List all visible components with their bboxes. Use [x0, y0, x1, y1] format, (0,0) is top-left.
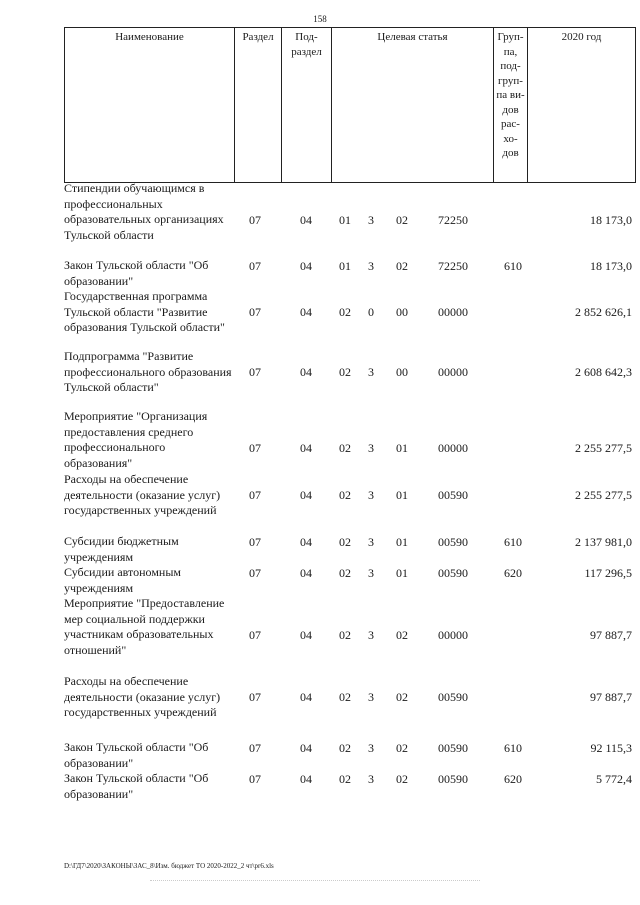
row-event: 02: [396, 212, 408, 227]
row-section: 07: [249, 488, 261, 503]
row-section: 07: [249, 740, 261, 755]
header-subsection: Под- раздел: [282, 28, 332, 183]
row-direction: 00590: [438, 771, 468, 786]
row-program: 02: [339, 488, 351, 503]
row-subsection: 04: [300, 690, 312, 705]
row-event: 01: [396, 488, 408, 503]
header-year: 2020 год: [528, 28, 636, 183]
header-expense-group: Груп- па, под- груп- па ви- дов рас- хо- дов: [494, 28, 528, 183]
row-subsection: 04: [300, 740, 312, 755]
row-section: 07: [249, 305, 261, 320]
row-section: 07: [249, 212, 261, 227]
header-name: Наименование: [65, 28, 235, 183]
row-program: 02: [339, 740, 351, 755]
row-program: 02: [339, 771, 351, 786]
row-direction: 72250: [438, 212, 468, 227]
row-direction: 00590: [438, 740, 468, 755]
row-direction: 00590: [438, 488, 468, 503]
row-amount-2020: 18 173,0: [590, 258, 632, 273]
row-expense-type: 610: [504, 258, 522, 273]
row-subprogram: 3: [368, 565, 374, 580]
row-subsection: 04: [300, 771, 312, 786]
row-name: Закон Тульской области "Об образовании": [64, 771, 209, 801]
row-event: 00: [396, 305, 408, 320]
row-direction: 00590: [438, 690, 468, 705]
row-name: Расходы на обеспечение деятельности (оказание услуг) государственных учреждений: [64, 472, 221, 518]
table-header: [64, 27, 636, 183]
row-event: 02: [396, 690, 408, 705]
row-direction: 72250: [438, 258, 468, 273]
row-name: Мероприятие "Предоставление мер социальной поддержки участникам образовательных отношений": [64, 596, 225, 657]
row-subprogram: 3: [368, 488, 374, 503]
row-amount-2020: 2 255 277,5: [575, 488, 632, 503]
row-subsection: 04: [300, 365, 312, 380]
row-direction: 00000: [438, 627, 468, 642]
scan-artifact-line: [150, 880, 480, 881]
row-subsection: 04: [300, 565, 312, 580]
row-name: Расходы на обеспечение деятельности (оказание услуг) государственных учреждений: [64, 674, 221, 720]
row-expense-type: 610: [504, 534, 522, 549]
row-program: 02: [339, 565, 351, 580]
row-subprogram: 3: [368, 627, 374, 642]
row-subsection: 04: [300, 627, 312, 642]
row-section: 07: [249, 690, 261, 705]
row-subsection: 04: [300, 534, 312, 549]
row-amount-2020: 18 173,0: [590, 212, 632, 227]
row-name: Стипендии обучающимся в профессиональных образовательных организациях Тульской области: [64, 181, 224, 242]
row-amount-2020: 97 887,7: [590, 690, 632, 705]
row-amount-2020: 2 852 626,1: [575, 305, 632, 320]
row-program: 02: [339, 690, 351, 705]
row-program: 02: [339, 627, 351, 642]
row-subsection: 04: [300, 212, 312, 227]
row-event: 02: [396, 771, 408, 786]
row-section: 07: [249, 627, 261, 642]
row-section: 07: [249, 440, 261, 455]
row-subprogram: 3: [368, 740, 374, 755]
row-direction: 00590: [438, 565, 468, 580]
row-subprogram: 3: [368, 690, 374, 705]
row-subprogram: 3: [368, 365, 374, 380]
row-program: 01: [339, 212, 351, 227]
row-name: Субсидии бюджетным учреждениям: [64, 534, 179, 564]
row-subprogram: 0: [368, 305, 374, 320]
row-event: 01: [396, 565, 408, 580]
row-program: 02: [339, 534, 351, 549]
row-expense-type: 610: [504, 740, 522, 755]
row-subsection: 04: [300, 488, 312, 503]
row-subprogram: 3: [368, 212, 374, 227]
row-subprogram: 3: [368, 258, 374, 273]
header-section: Раздел: [235, 28, 282, 183]
row-program: 02: [339, 365, 351, 380]
row-event: 02: [396, 740, 408, 755]
row-subsection: 04: [300, 258, 312, 273]
row-subprogram: 3: [368, 440, 374, 455]
row-section: 07: [249, 771, 261, 786]
row-amount-2020: 2 608 642,3: [575, 365, 632, 380]
row-subsection: 04: [300, 305, 312, 320]
row-expense-type: 620: [504, 771, 522, 786]
row-direction: 00000: [438, 305, 468, 320]
row-amount-2020: 97 887,7: [590, 627, 632, 642]
row-name: Субсидии автономным учреждениям: [64, 565, 181, 595]
row-amount-2020: 5 772,4: [596, 771, 632, 786]
row-event: 01: [396, 440, 408, 455]
row-subprogram: 3: [368, 771, 374, 786]
row-program: 01: [339, 258, 351, 273]
footer-file-path: D:\ГД7\2020\ЗАКОНЫ\ЗАС_8\Изм. бюджет ТО 2020-2022_2 чт\pr6.xls: [64, 862, 274, 870]
row-name: Подпрограмма "Развитие профессионального образования Тульской области": [64, 349, 232, 395]
row-event: 02: [396, 258, 408, 273]
row-subprogram: 3: [368, 534, 374, 549]
row-subsection: 04: [300, 440, 312, 455]
row-name: Закон Тульской области "Об образовании": [64, 258, 209, 288]
row-name: Мероприятие "Организация предоставления среднего профессионального образования": [64, 409, 208, 470]
row-amount-2020: 92 115,3: [590, 740, 632, 755]
row-direction: 00000: [438, 440, 468, 455]
row-section: 07: [249, 565, 261, 580]
row-amount-2020: 117 296,5: [584, 565, 632, 580]
row-event: 00: [396, 365, 408, 380]
row-name: Государственная программа Тульской области "Развитие образования Тульской области": [64, 289, 225, 335]
row-section: 07: [249, 365, 261, 380]
row-event: 01: [396, 534, 408, 549]
row-amount-2020: 2 255 277,5: [575, 440, 632, 455]
row-section: 07: [249, 258, 261, 273]
row-section: 07: [249, 534, 261, 549]
row-expense-type: 620: [504, 565, 522, 580]
row-event: 02: [396, 627, 408, 642]
row-program: 02: [339, 440, 351, 455]
row-direction: 00590: [438, 534, 468, 549]
row-program: 02: [339, 305, 351, 320]
row-direction: 00000: [438, 365, 468, 380]
row-amount-2020: 2 137 981,0: [575, 534, 632, 549]
page-number: 158: [313, 14, 327, 24]
header-target-article: Целевая статья: [332, 28, 494, 183]
row-name: Закон Тульской области "Об образовании": [64, 740, 209, 770]
